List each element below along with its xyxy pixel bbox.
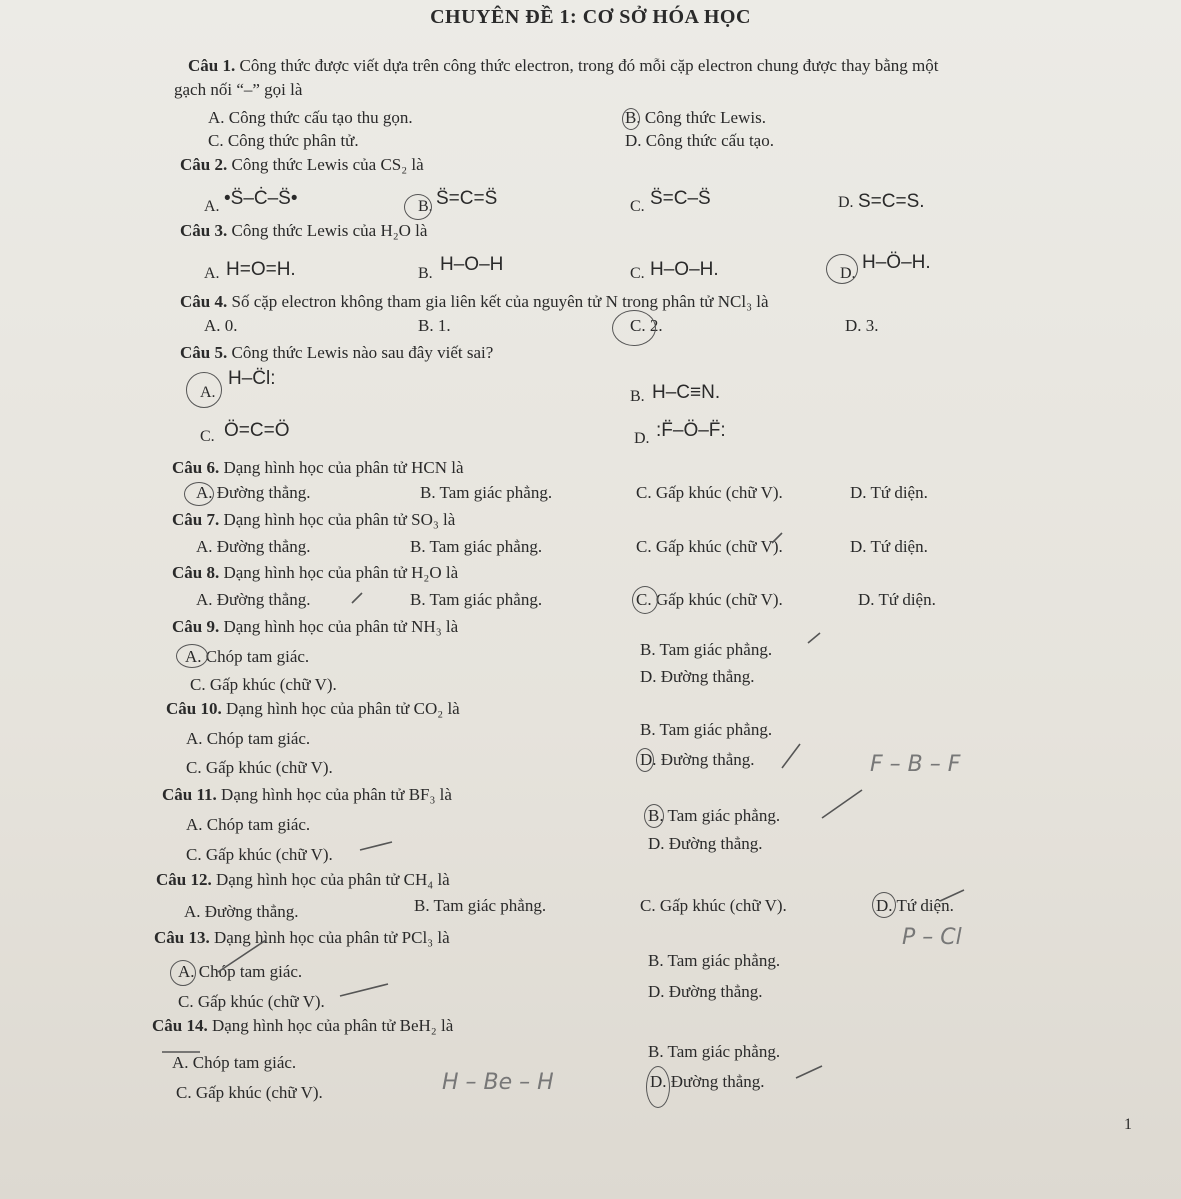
- q13-option-b: B. Tam giác phẳng.: [648, 951, 781, 970]
- question-1: Câu 1. Công thức được viết dựa trên công thức electron, trong đó mỗi cặp electron chung được thay bằng một: [188, 56, 939, 75]
- question-10: Câu 10. Dạng hình học của phân tử CO₂ là: [166, 699, 460, 718]
- question-7: Câu 7. Dạng hình học của phân tử SO₃ là: [172, 510, 456, 529]
- q8-option-a: A. Đường thẳng.: [196, 590, 311, 609]
- q1-option-a: A. Công thức cấu tạo thu gọn.: [208, 108, 413, 127]
- q5-option-d-label: D.: [634, 430, 650, 447]
- q2-option-d-label: D.: [838, 194, 854, 211]
- q5-option-a-label: A.: [200, 384, 216, 401]
- question-11: Câu 11. Dạng hình học của phân tử BF₃ là: [162, 785, 452, 804]
- q2-option-b: S̈=C=S̈: [436, 188, 498, 209]
- q10-option-b: B. Tam giác phẳng.: [640, 720, 773, 739]
- question-13: Câu 13. Dạng hình học của phân tử PCl₃ là: [154, 928, 450, 947]
- q5-option-a: H–C̈l:: [228, 368, 276, 389]
- q12-option-b: B. Tam giác phẳng.: [414, 896, 547, 915]
- q13-option-c: C. Gấp khúc (chữ V).: [178, 992, 325, 1011]
- q4-option-b: B. 1.: [418, 316, 451, 335]
- q9-option-c: C. Gấp khúc (chữ V).: [190, 675, 337, 694]
- q12-option-d: D. Tứ diện.: [876, 896, 954, 915]
- q13-option-d: D. Đường thẳng.: [648, 982, 763, 1001]
- q2-option-d: S=C=S.: [858, 191, 925, 212]
- question-14: Câu 14. Dạng hình học của phân tử BeH₂ là: [152, 1016, 454, 1035]
- question-6: Câu 6. Dạng hình học của phân tử HCN là: [172, 458, 464, 477]
- q5-option-b-label: B.: [630, 388, 645, 405]
- q10-option-d: D. Đường thẳng.: [640, 750, 755, 769]
- q11-option-a: A. Chóp tam giác.: [186, 815, 311, 834]
- q7-option-c: C. Gấp khúc (chữ V).: [636, 537, 783, 556]
- q12-option-c: C. Gấp khúc (chữ V).: [640, 896, 787, 915]
- q2-option-a: •S̈–Ċ–S̈•: [224, 188, 298, 209]
- handwritten-note: H – Be – H: [442, 1070, 554, 1095]
- q13-option-a: A. Chóp tam giác.: [178, 962, 303, 981]
- q9-option-d: D. Đường thẳng.: [640, 667, 755, 686]
- q3-option-a-label: A.: [204, 265, 220, 282]
- q5-option-d: :F̈–Ö–F̈:: [656, 420, 726, 441]
- q5-option-c-label: C.: [200, 428, 215, 445]
- q6-option-d: D. Tứ diện.: [850, 483, 928, 502]
- q2-option-a-label: A.: [204, 198, 220, 215]
- q3-option-b: H–O–H: [440, 254, 504, 275]
- q10-option-c: C. Gấp khúc (chữ V).: [186, 758, 333, 777]
- q1-option-b: B. Công thức Lewis.: [625, 108, 766, 127]
- q7-option-a: A. Đường thẳng.: [196, 537, 311, 556]
- q3-option-a: H=O=H.: [226, 259, 296, 280]
- question-4: Câu 4. Số cặp electron không tham gia liên kết của nguyên tử N trong phân tử NCl₃ là: [180, 292, 769, 311]
- q5-option-c: Ö=C=Ö: [224, 420, 290, 441]
- question-12: Câu 12. Dạng hình học của phân tử CH₄ là: [156, 870, 450, 889]
- q1-option-d: D. Công thức cấu tạo.: [625, 131, 774, 150]
- q8-option-b: B. Tam giác phẳng.: [410, 590, 543, 609]
- q6-option-a: A. Đường thẳng.: [196, 483, 311, 502]
- q7-option-d: D. Tứ diện.: [850, 537, 928, 556]
- q9-option-b: B. Tam giác phẳng.: [640, 640, 773, 659]
- q9-option-a: A. Chóp tam giác.: [185, 647, 310, 666]
- q1-option-c: C. Công thức phân tử.: [208, 131, 359, 150]
- q2-option-c: S̈=C–S̈: [650, 188, 711, 209]
- q11-option-b: B. Tam giác phẳng.: [648, 806, 781, 825]
- handwritten-note: P – Cl: [902, 925, 962, 950]
- question-3: Câu 3. Công thức Lewis của H₂O là: [180, 221, 428, 240]
- q14-option-c: C. Gấp khúc (chữ V).: [176, 1083, 323, 1102]
- q11-option-c: C. Gấp khúc (chữ V).: [186, 845, 333, 864]
- q6-option-b: B. Tam giác phẳng.: [420, 483, 553, 502]
- q7-option-b: B. Tam giác phẳng.: [410, 537, 543, 556]
- question-1-cont: gạch nối “–” gọi là: [174, 80, 303, 99]
- question-8: Câu 8. Dạng hình học của phân tử H₂O là: [172, 563, 459, 582]
- q3-option-d: H–Ö–H.: [862, 252, 931, 273]
- question-5: Câu 5. Công thức Lewis nào sau đây viết sai?: [180, 343, 494, 362]
- q4-option-d: D. 3.: [845, 316, 879, 335]
- q14-option-a: A. Chóp tam giác.: [172, 1053, 297, 1072]
- q4-option-a: A. 0.: [204, 316, 238, 335]
- page-title: CHUYÊN ĐỀ 1: CƠ SỞ HÓA HỌC: [430, 6, 751, 28]
- handwritten-note: F – B – F: [870, 752, 961, 777]
- page-number: 1: [1124, 1116, 1132, 1133]
- question-2: Câu 2. Công thức Lewis của CS₂ là: [180, 155, 424, 174]
- q2-option-b-label: B.: [418, 198, 433, 215]
- q12-option-a: A. Đường thẳng.: [184, 902, 299, 921]
- q3-option-d-label: D.: [840, 265, 856, 282]
- q3-option-c-label: C.: [630, 265, 645, 282]
- q3-option-b-label: B.: [418, 265, 433, 282]
- q4-option-c: C. 2.: [630, 316, 663, 335]
- q5-option-b: H–C≡N.: [652, 382, 721, 403]
- q2-option-c-label: C.: [630, 198, 645, 215]
- q6-option-c: C. Gấp khúc (chữ V).: [636, 483, 783, 502]
- q14-option-b: B. Tam giác phẳng.: [648, 1042, 781, 1061]
- q14-option-d: D. Đường thẳng.: [650, 1072, 765, 1091]
- q3-option-c: H–O–H.: [650, 259, 719, 280]
- q8-option-c: C. Gấp khúc (chữ V).: [636, 590, 783, 609]
- q11-option-d: D. Đường thẳng.: [648, 834, 763, 853]
- q8-option-d: D. Tứ diện.: [858, 590, 936, 609]
- q10-option-a: A. Chóp tam giác.: [186, 729, 311, 748]
- question-9: Câu 9. Dạng hình học của phân tử NH₃ là: [172, 617, 459, 636]
